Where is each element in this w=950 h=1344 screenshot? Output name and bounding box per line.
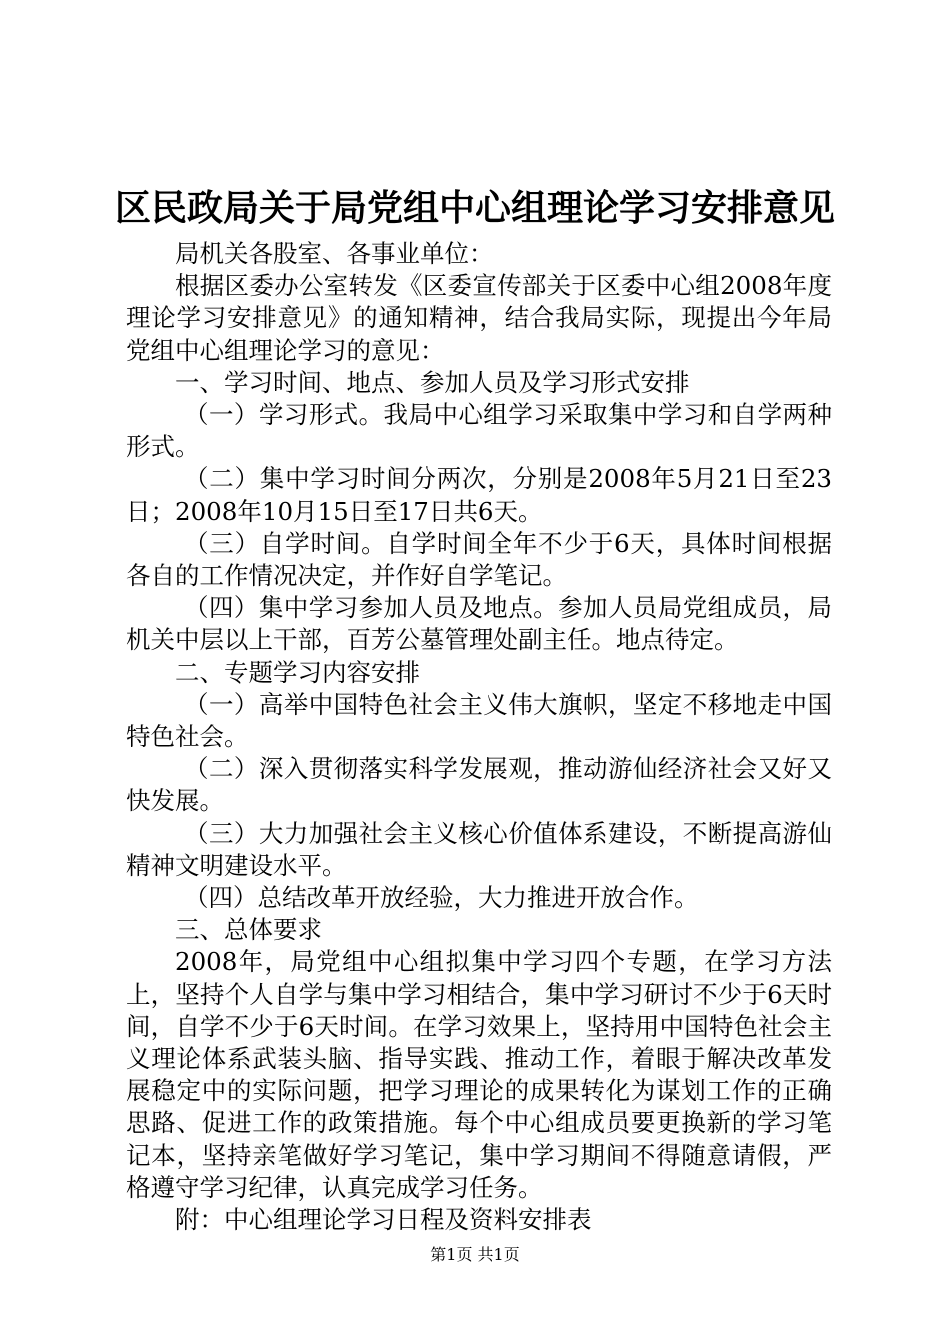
section-2-item-3: （三）大力加强社会主义核心价值体系建设，不断提高游仙精神文明建设水平。 xyxy=(126,818,832,880)
document-body xyxy=(126,238,832,1236)
section-1-item-4: （四）集中学习参加人员及地点。参加人员局党组成员，局机关中层以上干部，百芳公墓管理处副主任。地点待定。 xyxy=(126,593,832,655)
section-heading-1: 一、学习时间、地点、参加人员及学习形式安排 xyxy=(175,367,690,397)
section-1-item-2: （二）集中学习时间分两次，分别是2008年5月21日至23日；2008年10月15日至17日共6天。 xyxy=(126,464,832,526)
page-footer: 第1页 共1页 xyxy=(430,1245,520,1264)
attachment-note: 附：中心组理论学习日程及资料安排表 xyxy=(175,1205,592,1235)
section-2-item-1: （一）高举中国特色社会主义伟大旗帜，坚定不移地走中国特色社会。 xyxy=(126,689,832,752)
section-1-item-1: （一）学习形式。我局中心组学习采取集中学习和自学两种形式。 xyxy=(126,400,832,462)
section-2-item-4: （四）总结改革开放经验，大力推进开放合作。 xyxy=(184,883,699,913)
section-2-item-2: （二）深入贯彻落实科学发展观，推动游仙经济社会又好又快发展。 xyxy=(126,754,832,816)
section-heading-3: 三、总体要求 xyxy=(175,915,322,945)
salutation: 局机关各股室、各事业单位： xyxy=(175,239,494,268)
section-1-item-3: （三）自学时间。自学时间全年不少于6天，具体时间根据各自的工作情况决定，并作好自学笔记。 xyxy=(126,528,832,591)
intro-paragraph: 根据区委办公室转发《区委宣传部关于区委中心组2008年度理论学习安排意见》的通知精神，结合我局实际，现提出今年局党组中心组理论学习的意见： xyxy=(126,271,832,365)
document-title: 区民政局关于局党组中心组理论学习安排意见 xyxy=(114,187,835,229)
section-heading-2: 二、专题学习内容安排 xyxy=(175,657,420,687)
requirements-paragraph: 2008年，局党组中心组拟集中学习四个专题，在学习方法上，坚持个人自学与集中学习相结合，集中学习研讨不少于6天时间，自学不少于6天时间。在学习效果上，坚持用中国特色社会主义理论体系武装头脑、指导实践、推动工作，着眼于解决改革发展稳定中的实际问题，把学习理论的成果转化为谋划工作的正确思路、促进工作的政策措施。每个中心组成员要更换新的学习笔记本，坚持亲笔做好学习笔记，集中学习期间不得随意请假，严格遵守学习纪律，认真完成学习任务。 xyxy=(126,947,832,1202)
